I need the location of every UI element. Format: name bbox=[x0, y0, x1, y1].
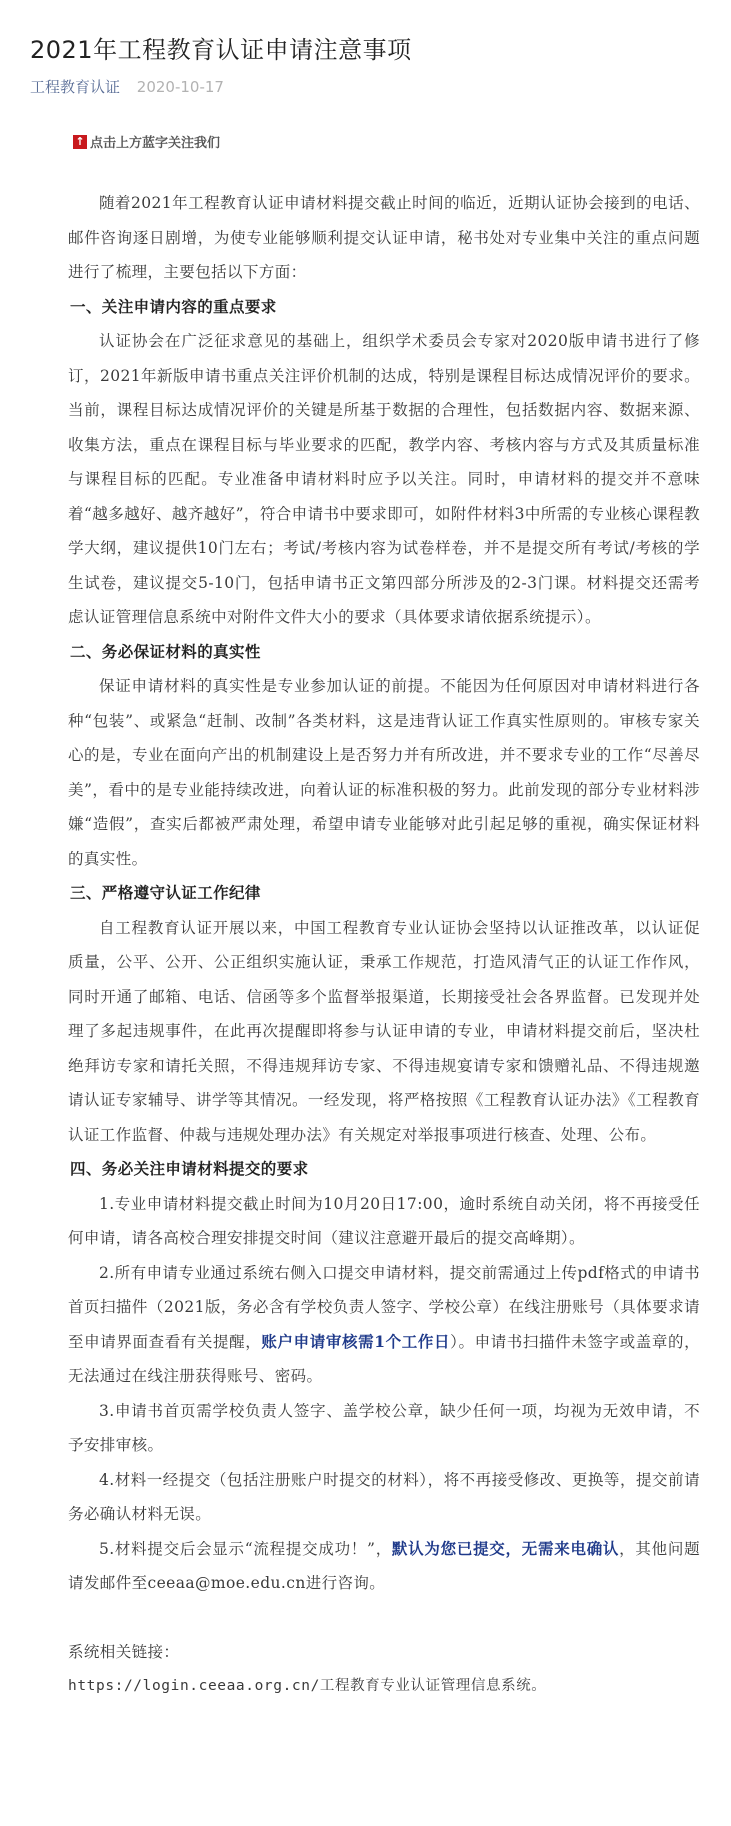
section-heading-3: 三、严格遵守认证工作纪律 bbox=[70, 884, 261, 902]
section-heading-2: 二、务必保证材料的真实性 bbox=[70, 642, 261, 661]
follow-prompt bbox=[73, 132, 220, 151]
requirement-item-2 bbox=[68, 1256, 700, 1394]
article-body bbox=[68, 186, 700, 1704]
follow-text: 点击上方蓝字关注我们 bbox=[90, 136, 221, 151]
item5-highlight: 默认为您已提交，无需来电确认 bbox=[391, 1538, 620, 1558]
item2-text-b: ）。申请书扫描件未签字或盖章的，无法通过在线注册获得账号、密码。 bbox=[68, 1332, 700, 1385]
item5-text-b: ，其他问题请发邮件至ceeaa@moe.edu.cn进行咨询。 bbox=[68, 1539, 700, 1592]
section-body-2: 保证申请材料的真实性是专业参加认证的前提。不能因为任何原因对申请材料进行各种“包装”、或紧急“赶制、改制”各类材料，这是违背认证工作真实性原则的。审核专家关心的是，专业在面向产出的机制建设上是否努力并有所改进，并不要求专业的工作“尽善尽美”，看中的是专业能持续改进，向着认证的标准积极的努力。此前发现的部分专业材料涉嫌“造假”，查实后都被严肃处理，希望申请专业能够对此引起足够的重视，确实保证材料的真实性。 bbox=[68, 677, 700, 868]
article-title: 2021年工程教育认证申请注意事项 bbox=[30, 36, 412, 64]
item2-text-a: 2.所有申请专业通过系统右侧入口提交申请材料，提交前需通过上传pdf格式的申请书首页扫描件（2021版，务必含有学校负责人签字、学校公章）在线注册账号（具体要求请至申请界面查看有关提醒， bbox=[68, 1263, 700, 1351]
section-body-1: 认证协会在广泛征求意见的基础上，组织学术委员会专家对2020版申请书进行了修订，2021年新版申请书重点关注评价机制的达成，特别是课程目标达成情况评价的要求。当前，课程目标达成情况评价的关键是所基于数据的合理性，包括数据内容、数据来源、收集方法，重点在课程目标与毕业要求的匹配，教学内容、考核内容与方式及其质量标准与课程目标的匹配。专业准备申请材料时应予以关注。同时，申请材料的提交并不意味着“越多越好、越齐越好”，符合申请书中要求即可，如附件材料3中所需的专业核心课程教学大纲，建议提供10门左右；考试/考核内容为试卷样卷，并不是提交所有考试/考核的学生试卷，建议提交5-10门，包括申请书正文第四部分所涉及的2-3门课。材料提交还需考虑认证管理信息系统中对附件文件大小的要求（具体要求请依据系统提示）。 bbox=[68, 332, 700, 626]
requirement-item-5 bbox=[68, 1532, 700, 1601]
requirement-item-3: 3.申请书首页需学校负责人签字、盖学校公章，缺少任何一项，均视为无效申请，不予安排审核。 bbox=[68, 1401, 700, 1454]
requirement-item-1: 1.专业申请材料提交截止时间为10月20日17:00，逾时系统自动关闭，将不再接受任何申请，请各高校合理安排提交时间（建议注意避开最后的提交高峰期）。 bbox=[68, 1194, 700, 1247]
arrow-up-icon: ↑ bbox=[73, 135, 87, 149]
article-meta bbox=[30, 76, 224, 97]
item5-text-a: 5.材料提交后会显示“流程提交成功！”， bbox=[99, 1539, 392, 1558]
intro-paragraph: 随着2021年工程教育认证申请材料提交截止时间的临近，近期认证协会接到的电话、邮件咨询逐日剧增，为使专业能够顺利提交认证申请，秘书处对专业集中关注的重点问题进行了梳理，主要包括以下方面： bbox=[68, 194, 700, 281]
item2-highlight: 账户申请审核需1个工作日 bbox=[261, 1331, 451, 1351]
account-link[interactable]: 工程教育认证 bbox=[30, 78, 121, 96]
requirement-item-4: 4.材料一经提交（包括注册账户时提交的材料），将不再接受修改、更换等，提交前请务必确认材料无误。 bbox=[68, 1470, 700, 1523]
section-heading-1: 一、关注申请内容的重点要求 bbox=[70, 297, 277, 316]
system-link[interactable]: https://login.ceeaa.org.cn/工程教育专业认证管理信息系统。 bbox=[68, 1678, 547, 1694]
publish-date: 2020-10-17 bbox=[136, 78, 224, 96]
spacer bbox=[68, 1601, 700, 1635]
section-heading-4: 四、务必关注申请材料提交的要求 bbox=[70, 1160, 309, 1178]
section-body-3: 自工程教育认证开展以来，中国工程教育专业认证协会坚持以认证推改革，以认证促质量，公平、公开、公正组织实施认证，秉承工作规范，打造风清气正的认证工作作风，同时开通了邮箱、电话、信函等多个监督举报渠道，长期接受社会各界监督。已发现并处理了多起违规事件，在此再次提醒即将参与认证申请的专业，申请材料提交前后，坚决杜绝拜访专家和请托关照，不得违规拜访专家、不得违规宴请专家和馈赠礼品、不得违规邀请认证专家辅导、讲学等其情况。一经发现，将严格按照《工程教育认证办法》《工程教育认证工作监督、仲裁与违规处理办法》有关规定对举报事项进行核查、处理、公布。 bbox=[68, 918, 700, 1144]
links-label: 系统相关链接： bbox=[68, 1642, 180, 1661]
